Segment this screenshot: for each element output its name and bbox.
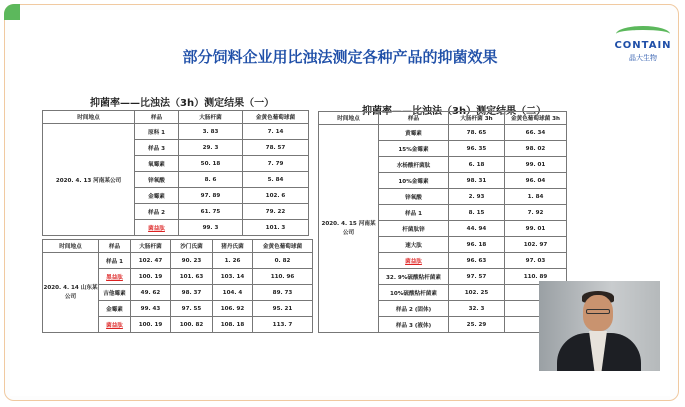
section-title-2: 抑菌率——比浊法（3h）测定结果（二） — [362, 106, 547, 117]
corner-accent — [4, 4, 20, 20]
value-cell: 103. 14 — [213, 269, 253, 285]
presentation-slide — [10, 10, 670, 396]
value-cell: 100. 19 — [131, 269, 171, 285]
value-cell: 1. 26 — [213, 253, 253, 269]
sample-cell: 金霉素 — [135, 188, 179, 204]
value-cell: 44. 94 — [449, 221, 505, 237]
value-cell: 7. 92 — [505, 205, 567, 221]
table-header: 样品 — [99, 240, 131, 253]
sample-cell-highlight: 菌益肽 — [99, 317, 131, 333]
value-cell: 25. 29 — [449, 317, 505, 333]
presenter-glasses — [586, 309, 610, 314]
table-header: 金黄色葡萄球菌 — [253, 240, 313, 253]
value-cell: 7. 14 — [243, 124, 309, 140]
value-cell: 104. 4 — [213, 285, 253, 301]
value-cell: 5. 84 — [243, 172, 309, 188]
sample-cell: 吉他霉素 — [99, 285, 131, 301]
value-cell: 2. 93 — [449, 189, 505, 205]
value-cell: 97. 03 — [505, 253, 567, 269]
sample-cell: 样品 2 — [135, 204, 179, 220]
value-cell: 108. 18 — [213, 317, 253, 333]
sample-cell: 水杨酸杆菌肽 — [379, 157, 449, 173]
value-cell: 1. 84 — [505, 189, 567, 205]
value-cell: 96. 04 — [505, 173, 567, 189]
value-cell: 89. 73 — [253, 285, 313, 301]
table-header: 大肠杆菌 — [131, 240, 171, 253]
value-cell: 8. 6 — [179, 172, 243, 188]
sample-cell: 锌氧酸 — [135, 172, 179, 188]
table-header: 样品 — [135, 111, 179, 124]
value-cell: 106. 92 — [213, 301, 253, 317]
sample-cell: 15%金霉素 — [379, 141, 449, 157]
sample-cell: 32. 9%硫酸粘杆菌素 — [379, 269, 449, 285]
logo-brand: CONTAIN — [614, 40, 672, 51]
value-cell: 101. 3 — [243, 220, 309, 236]
table-header: 猪丹氏菌 — [213, 240, 253, 253]
sample-cell: 10%金霉素 — [379, 173, 449, 189]
results-table-3 — [318, 111, 567, 333]
value-cell: 99. 43 — [131, 301, 171, 317]
value-cell: 99. 01 — [505, 221, 567, 237]
value-cell: 110. 89 — [505, 269, 567, 285]
value-cell: 96. 63 — [449, 253, 505, 269]
table-header: 金黄色葡萄球菌 — [243, 111, 309, 124]
sample-cell: 原料 1 — [135, 124, 179, 140]
value-cell: 3. 83 — [179, 124, 243, 140]
table-header: 大肠杆菌 — [179, 111, 243, 124]
presenter-video — [539, 281, 660, 371]
table-header: 时间地点 — [43, 240, 99, 253]
table-header: 样品 — [379, 112, 449, 125]
sample-cell: 杆菌肽锌 — [379, 221, 449, 237]
slide-title: 部分饲料企业用比浊法测定各种产品的抑菌效果 — [182, 48, 498, 66]
value-cell: 96. 35 — [449, 141, 505, 157]
value-cell: 50. 18 — [179, 156, 243, 172]
table-header: 时间地点 — [43, 111, 135, 124]
location-cell: 2020. 4. 13 河南某公司 — [43, 124, 135, 236]
table-header: 时间地点 — [319, 112, 379, 125]
location-cell: 2020. 4. 14 山东某公司 — [43, 253, 99, 333]
sample-cell-highlight: 菌益肽 — [135, 220, 179, 236]
sample-cell: 样品 2 (固体) — [379, 301, 449, 317]
sample-cell: 样品 3 (液体) — [379, 317, 449, 333]
value-cell: 49. 62 — [131, 285, 171, 301]
value-cell: 102. 6 — [243, 188, 309, 204]
value-cell: 6. 18 — [449, 157, 505, 173]
value-cell: 98. 37 — [171, 285, 213, 301]
sample-cell: 样品 3 — [135, 140, 179, 156]
value-cell: 102. 47 — [131, 253, 171, 269]
results-table-1 — [42, 110, 309, 236]
value-cell: 100. 82 — [171, 317, 213, 333]
sample-cell-highlight: 菌益肽 — [379, 253, 449, 269]
value-cell: 96. 18 — [449, 237, 505, 253]
value-cell: 102. 97 — [505, 237, 567, 253]
value-cell: 97. 55 — [171, 301, 213, 317]
sample-cell: 氧霉素 — [135, 156, 179, 172]
value-cell: 97. 89 — [179, 188, 243, 204]
value-cell: 78. 57 — [243, 140, 309, 156]
value-cell: 99. 3 — [179, 220, 243, 236]
value-cell: 110. 96 — [253, 269, 313, 285]
location-cell: 2020. 4. 15 河南某公司 — [319, 125, 379, 333]
section-title-1: 抑菌率——比浊法（3h）测定结果（一） — [90, 98, 275, 109]
value-cell: 102. 25 — [449, 285, 505, 301]
logo-subtitle: 晶大生物 — [629, 54, 657, 62]
table-header: 金黄色葡萄球菌 3h — [505, 112, 567, 125]
table-header: 大肠杆菌 3h — [449, 112, 505, 125]
value-cell: 29. 3 — [179, 140, 243, 156]
value-cell: 32. 3 — [449, 301, 505, 317]
value-cell: 78. 65 — [449, 125, 505, 141]
value-cell: 113. 7 — [253, 317, 313, 333]
table-header: 沙门氏菌 — [171, 240, 213, 253]
value-cell: 61. 75 — [179, 204, 243, 220]
sample-cell: 速大肽 — [379, 237, 449, 253]
value-cell: 95. 21 — [253, 301, 313, 317]
value-cell: 79. 22 — [243, 204, 309, 220]
value-cell: 101. 63 — [171, 269, 213, 285]
sample-cell: 样品 1 — [379, 205, 449, 221]
value-cell: 8. 15 — [449, 205, 505, 221]
value-cell: 100. 19 — [131, 317, 171, 333]
value-cell: 90. 23 — [171, 253, 213, 269]
results-table-2 — [42, 239, 313, 333]
sample-cell: 样品 1 — [99, 253, 131, 269]
sample-cell: 金霉素 — [99, 301, 131, 317]
value-cell: 66. 34 — [505, 125, 567, 141]
value-cell: 0. 82 — [253, 253, 313, 269]
value-cell: 98. 02 — [505, 141, 567, 157]
sample-cell: 黄霉素 — [379, 125, 449, 141]
value-cell: 99. 01 — [505, 157, 567, 173]
value-cell: 7. 79 — [243, 156, 309, 172]
value-cell: 98. 31 — [449, 173, 505, 189]
sample-cell: 锌氧酸 — [379, 189, 449, 205]
value-cell: 97. 57 — [449, 269, 505, 285]
sample-cell: 10%硫酸粘杆菌素 — [379, 285, 449, 301]
sample-cell-highlight: 黑益肽 — [99, 269, 131, 285]
